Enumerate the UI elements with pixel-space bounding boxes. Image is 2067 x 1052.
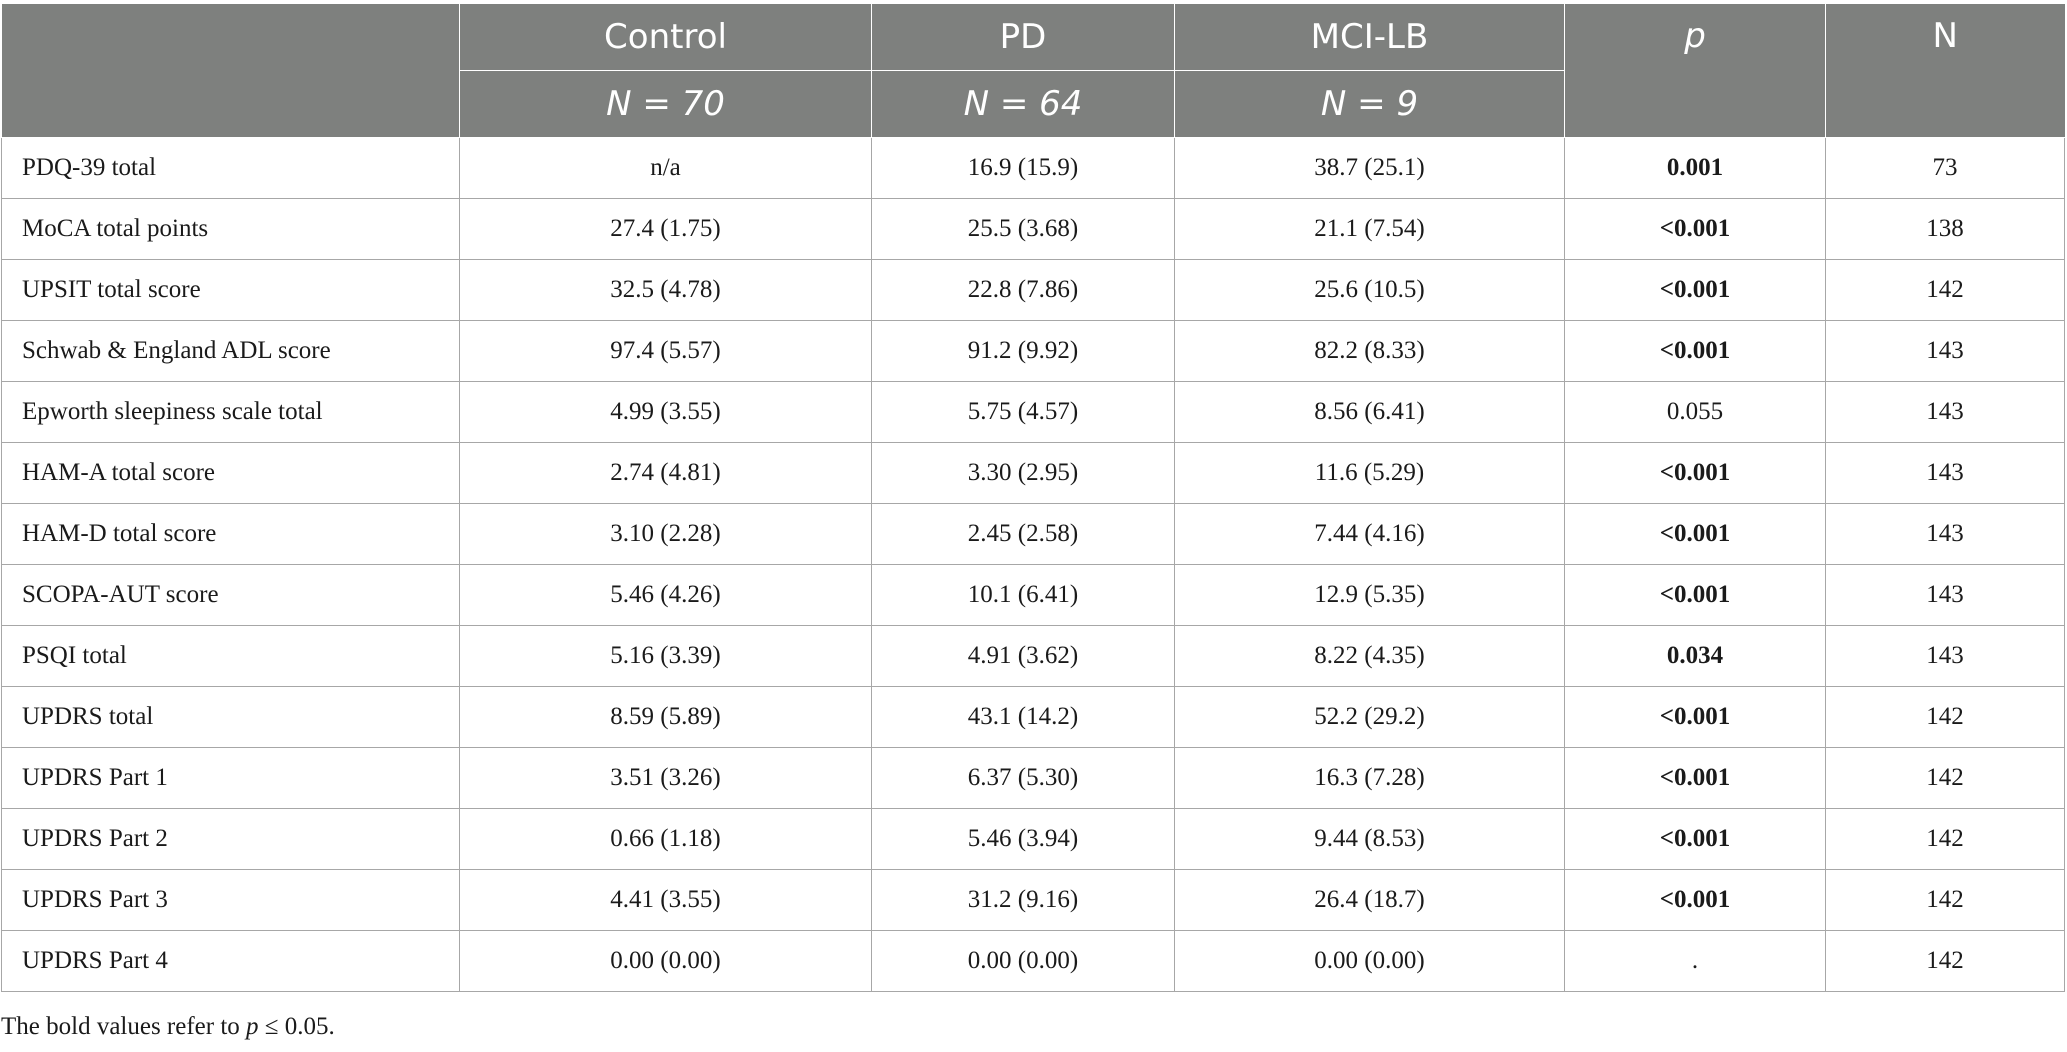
row-label: UPDRS total: [2, 687, 460, 748]
cell-mcilb: 9.44 (8.53): [1175, 809, 1565, 870]
cell-p: .: [1565, 931, 1826, 992]
header-n: N: [1826, 4, 2065, 138]
cell-control: 3.51 (3.26): [460, 748, 872, 809]
row-label: HAM-D total score: [2, 504, 460, 565]
cell-control: 2.74 (4.81): [460, 443, 872, 504]
cell-p: <0.001: [1565, 443, 1826, 504]
cell-n: 142: [1826, 687, 2065, 748]
cell-control: 97.4 (5.57): [460, 321, 872, 382]
cell-n: 142: [1826, 809, 2065, 870]
cell-control: 27.4 (1.75): [460, 199, 872, 260]
row-label: UPDRS Part 4: [2, 931, 460, 992]
cell-p: <0.001: [1565, 565, 1826, 626]
cell-mcilb: 26.4 (18.7): [1175, 870, 1565, 931]
cell-pd: 6.37 (5.30): [872, 748, 1175, 809]
row-label: UPSIT total score: [2, 260, 460, 321]
cell-control: n/a: [460, 138, 872, 199]
cell-p: <0.001: [1565, 748, 1826, 809]
table-row: [2, 138, 2065, 199]
header-p: p: [1565, 4, 1826, 138]
cell-n: 143: [1826, 321, 2065, 382]
cell-n: 143: [1826, 443, 2065, 504]
cell-control: 3.10 (2.28): [460, 504, 872, 565]
cell-pd: 5.46 (3.94): [872, 809, 1175, 870]
cell-n: 73: [1826, 138, 2065, 199]
cell-pd: 25.5 (3.68): [872, 199, 1175, 260]
cell-n: 143: [1826, 382, 2065, 443]
table-footnote: [1, 1013, 335, 1041]
header-control: Control: [460, 4, 872, 71]
cell-mcilb: 7.44 (4.16): [1175, 504, 1565, 565]
row-label: PSQI total: [2, 626, 460, 687]
cell-pd: 3.30 (2.95): [872, 443, 1175, 504]
cell-p: <0.001: [1565, 870, 1826, 931]
cell-pd: 10.1 (6.41): [872, 565, 1175, 626]
cell-mcilb: 25.6 (10.5): [1175, 260, 1565, 321]
table-row: [2, 626, 2065, 687]
row-label: UPDRS Part 1: [2, 748, 460, 809]
cell-pd: 16.9 (15.9): [872, 138, 1175, 199]
cell-control: 4.41 (3.55): [460, 870, 872, 931]
row-label: Epworth sleepiness scale total: [2, 382, 460, 443]
cell-control: 5.16 (3.39): [460, 626, 872, 687]
table-header: [2, 4, 2065, 138]
table-row: [2, 931, 2065, 992]
cell-p: <0.001: [1565, 321, 1826, 382]
cell-mcilb: 16.3 (7.28): [1175, 748, 1565, 809]
cell-n: 142: [1826, 931, 2065, 992]
cell-control: 0.66 (1.18): [460, 809, 872, 870]
table-row: [2, 809, 2065, 870]
table-row: [2, 748, 2065, 809]
cell-mcilb: 82.2 (8.33): [1175, 321, 1565, 382]
cell-control: 5.46 (4.26): [460, 565, 872, 626]
cell-control: 0.00 (0.00): [460, 931, 872, 992]
row-label: Schwab & England ADL score: [2, 321, 460, 382]
cell-pd: 2.45 (2.58): [872, 504, 1175, 565]
cell-p: <0.001: [1565, 687, 1826, 748]
cell-pd: 0.00 (0.00): [872, 931, 1175, 992]
cell-n: 142: [1826, 870, 2065, 931]
table-row: [2, 504, 2065, 565]
table-body: [2, 138, 2065, 992]
cell-pd: 5.75 (4.57): [872, 382, 1175, 443]
table-row: [2, 199, 2065, 260]
cell-p: <0.001: [1565, 504, 1826, 565]
cell-control: 8.59 (5.89): [460, 687, 872, 748]
header-n-pd: N = 64: [872, 71, 1175, 138]
row-label: HAM-A total score: [2, 443, 460, 504]
results-table: [1, 4, 2065, 992]
table-row: [2, 687, 2065, 748]
cell-p: <0.001: [1565, 809, 1826, 870]
table-row: [2, 870, 2065, 931]
cell-mcilb: 8.22 (4.35): [1175, 626, 1565, 687]
cell-n: 143: [1826, 565, 2065, 626]
footnote-suffix: ≤ 0.05.: [258, 1013, 335, 1040]
table-row: [2, 382, 2065, 443]
cell-control: 32.5 (4.78): [460, 260, 872, 321]
table-row: [2, 321, 2065, 382]
cell-p: 0.034: [1565, 626, 1826, 687]
cell-p: 0.055: [1565, 382, 1826, 443]
cell-n: 142: [1826, 748, 2065, 809]
cell-mcilb: 11.6 (5.29): [1175, 443, 1565, 504]
header-empty-cell: [2, 4, 460, 138]
cell-mcilb: 38.7 (25.1): [1175, 138, 1565, 199]
cell-control: 4.99 (3.55): [460, 382, 872, 443]
cell-n: 143: [1826, 504, 2065, 565]
cell-mcilb: 8.56 (6.41): [1175, 382, 1565, 443]
row-label: SCOPA-AUT score: [2, 565, 460, 626]
header-mcilb: MCI-LB: [1175, 4, 1565, 71]
header-n-control: N = 70: [460, 71, 872, 138]
cell-pd: 43.1 (14.2): [872, 687, 1175, 748]
cell-n: 143: [1826, 626, 2065, 687]
row-label: PDQ-39 total: [2, 138, 460, 199]
footnote-prefix: The bold values refer to: [1, 1013, 247, 1040]
cell-n: 142: [1826, 260, 2065, 321]
cell-p: <0.001: [1565, 260, 1826, 321]
table-row: [2, 565, 2065, 626]
header-pd: PD: [872, 4, 1175, 71]
cell-pd: 22.8 (7.86): [872, 260, 1175, 321]
table-row: [2, 443, 2065, 504]
header-n-mcilb: N = 9: [1175, 71, 1565, 138]
row-label: UPDRS Part 2: [2, 809, 460, 870]
cell-p: 0.001: [1565, 138, 1826, 199]
cell-mcilb: 52.2 (29.2): [1175, 687, 1565, 748]
cell-n: 138: [1826, 199, 2065, 260]
cell-pd: 4.91 (3.62): [872, 626, 1175, 687]
cell-mcilb: 0.00 (0.00): [1175, 931, 1565, 992]
cell-pd: 91.2 (9.92): [872, 321, 1175, 382]
table-row: [2, 260, 2065, 321]
cell-mcilb: 21.1 (7.54): [1175, 199, 1565, 260]
cell-pd: 31.2 (9.16): [872, 870, 1175, 931]
cell-p: <0.001: [1565, 199, 1826, 260]
footnote-p-symbol: p: [246, 1013, 259, 1040]
row-label: UPDRS Part 3: [2, 870, 460, 931]
row-label: MoCA total points: [2, 199, 460, 260]
cell-mcilb: 12.9 (5.35): [1175, 565, 1565, 626]
